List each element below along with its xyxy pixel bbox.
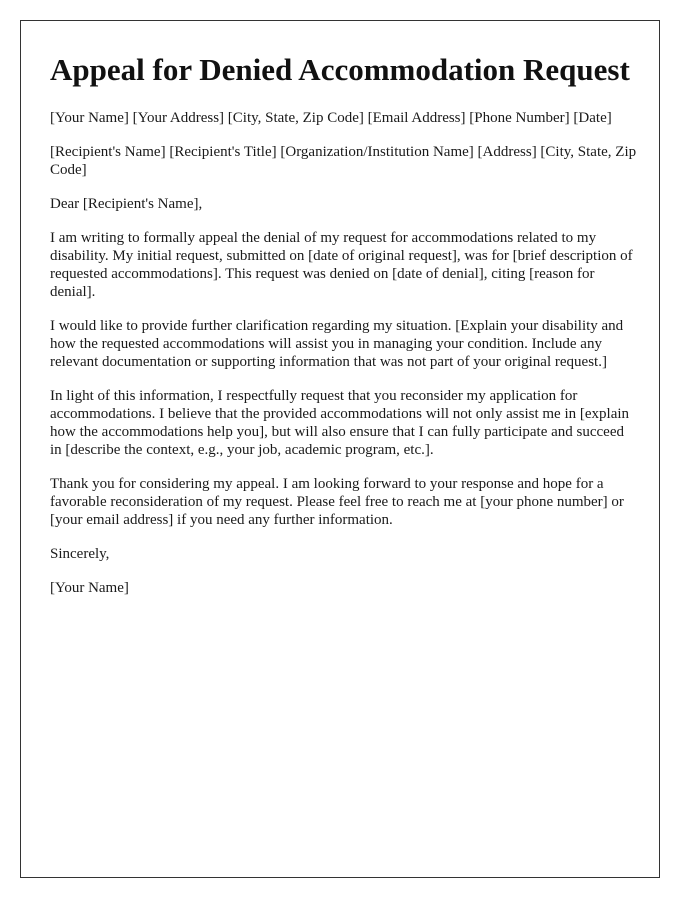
letter-content xyxy=(50,51,638,613)
signature-name: [Your Name] xyxy=(50,580,129,596)
paragraph-reconsideration-request: In light of this information, I respectfully request that you reconsider my application for accommodations. I believe that the provided accommodations will not only assist me in [explain how the accommodations help you], but will also ensure that I can fully participate and succeed in [describe the context, e.g., your job, academic program, etc.]. xyxy=(50,388,630,458)
paragraph-thanks: Thank you for considering my appeal. I am looking forward to your response and hope for a favorable reconsideration of my request. Please feel free to reach me at [your phone number] or [your email address] if you need any further information. xyxy=(50,476,624,528)
closing: Sincerely, xyxy=(50,546,110,562)
letter-page xyxy=(20,20,660,878)
paragraph-denial-summary: I am writing to formally appeal the denial of my request for accommodations related to my disability. My initial request, submitted on [date of original request], was for [brief description of requested accommodations]. This request was denied on [date of denial], citing [reason for denial]. xyxy=(50,230,633,300)
recipient-block: [Recipient's Name] [Recipient's Title] [Organization/Institution Name] [Address] [City, State, Zip Code] xyxy=(50,144,637,178)
salutation: Dear [Recipient's Name], xyxy=(50,196,203,212)
sender-block: [Your Name] [Your Address] [City, State, Zip Code] [Email Address] [Phone Number] [Date] xyxy=(50,110,612,126)
paragraph-clarification: I would like to provide further clarification regarding my situation. [Explain your disability and how the requested accommodations will assist you in managing your condition. Include any relevant documentation or supporting information that was not part of your original request.] xyxy=(50,318,624,370)
letter-title: Appeal for Denied Accommodation Request xyxy=(50,52,630,87)
